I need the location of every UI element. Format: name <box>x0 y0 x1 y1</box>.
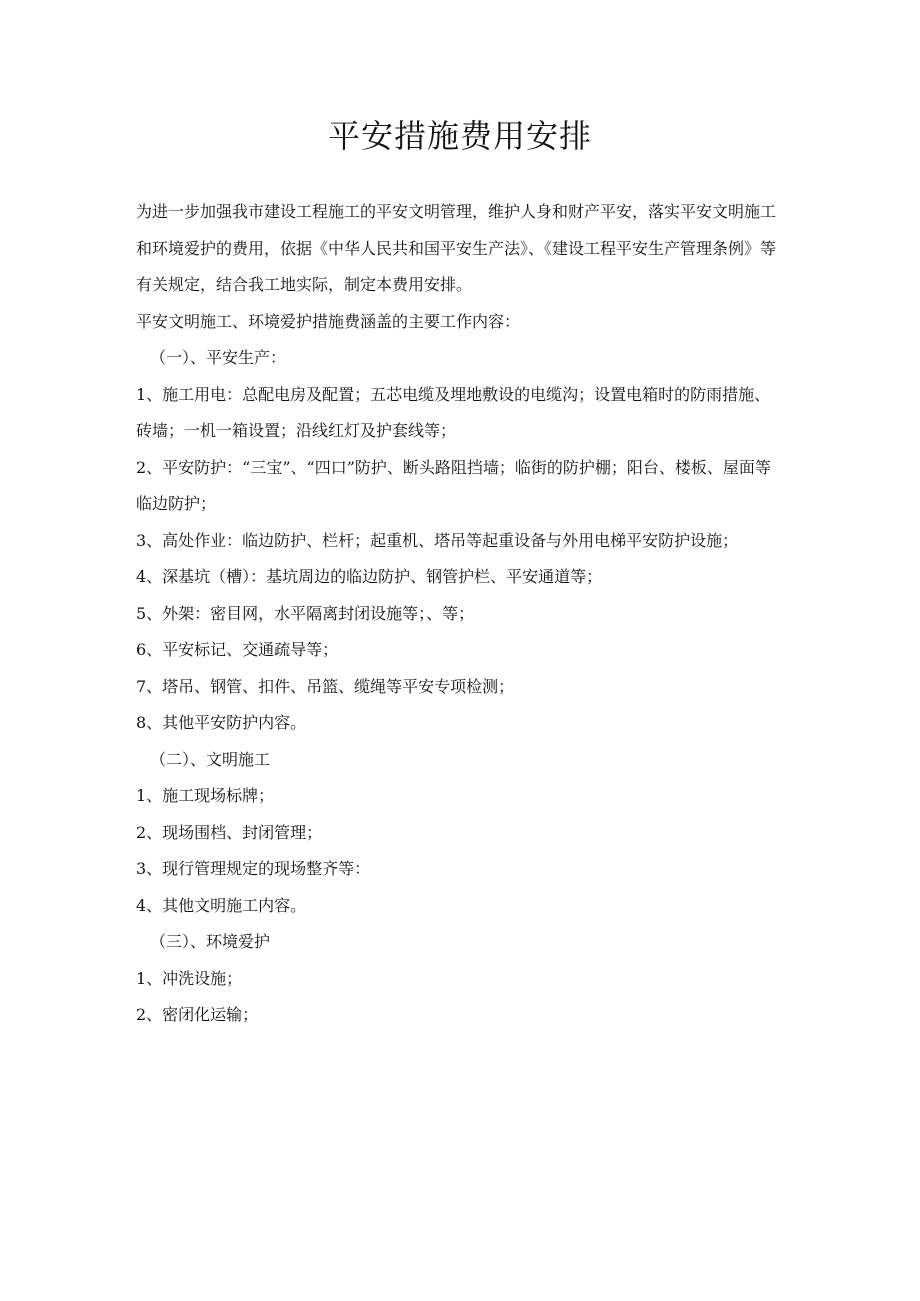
list-item: 7、塔吊、钢管、扣件、吊篮、缆绳等平安专项检测； <box>136 676 515 696</box>
section-heading-civilized-construction: （二）、文明施工 <box>150 749 271 769</box>
list-item: 6、平安标记、交通疏导等； <box>136 640 339 659</box>
list-item: 4、深基坑（槽）：基坑周边的临边防护、钢管护栏、平安通道等； <box>136 567 603 586</box>
list-item: 1、冲洗设施； <box>136 968 243 988</box>
section-heading-safety: （一）、平安生产： <box>150 348 287 367</box>
list-item: 5、外架：密目网，水平隔离封闭设施等；、等； <box>136 603 475 623</box>
list-item: 2、平安防护：“三宝”、“四口”防护、断头路阻挡墙；临街的防护棚；阳台、楼板、屋面等临边防护； <box>136 457 771 513</box>
document-title: 平安措施费用安排 <box>327 117 592 155</box>
section-heading-environment: （三）、环境爱护 <box>150 932 271 951</box>
list-item: 4、其他文明施工内容。 <box>136 895 307 915</box>
list-item: 3、高处作业：临边防护、栏杆；起重机、塔吊等起重设备与外用电梯平安防护设施； <box>136 530 739 550</box>
list-item: 1、施工用电：总配电房及配置；五芯电缆及埋地敷设的电缆沟；设置电箱时的防雨措施、砖墙；一机一箱设置；沿线红灯及护套线等； <box>136 384 771 440</box>
list-item: 2、现场围档、封闭管理； <box>136 822 323 842</box>
document-body <box>136 194 786 1034</box>
scope-paragraph: 平安文明施工、环境爱护措施费涵盖的主要工作内容： <box>136 311 521 331</box>
list-item: 1、施工现场标牌； <box>136 786 275 805</box>
list-item: 3、现行管理规定的现场整齐等： <box>136 859 371 878</box>
intro-paragraph: 为进一步加强我市建设工程施工的平安文明管理，维护人身和财产平安，落实平安文明施工和环境爱护的费用，依据《中华人民共和国平安生产法》、《建设工程平安生产管理条例》等有关规定，结合我工地实际，制定本费用安排。 <box>136 202 777 294</box>
list-item: 8、其他平安防护内容。 <box>136 713 307 732</box>
list-item: 2、密闭化运输； <box>136 1005 259 1024</box>
